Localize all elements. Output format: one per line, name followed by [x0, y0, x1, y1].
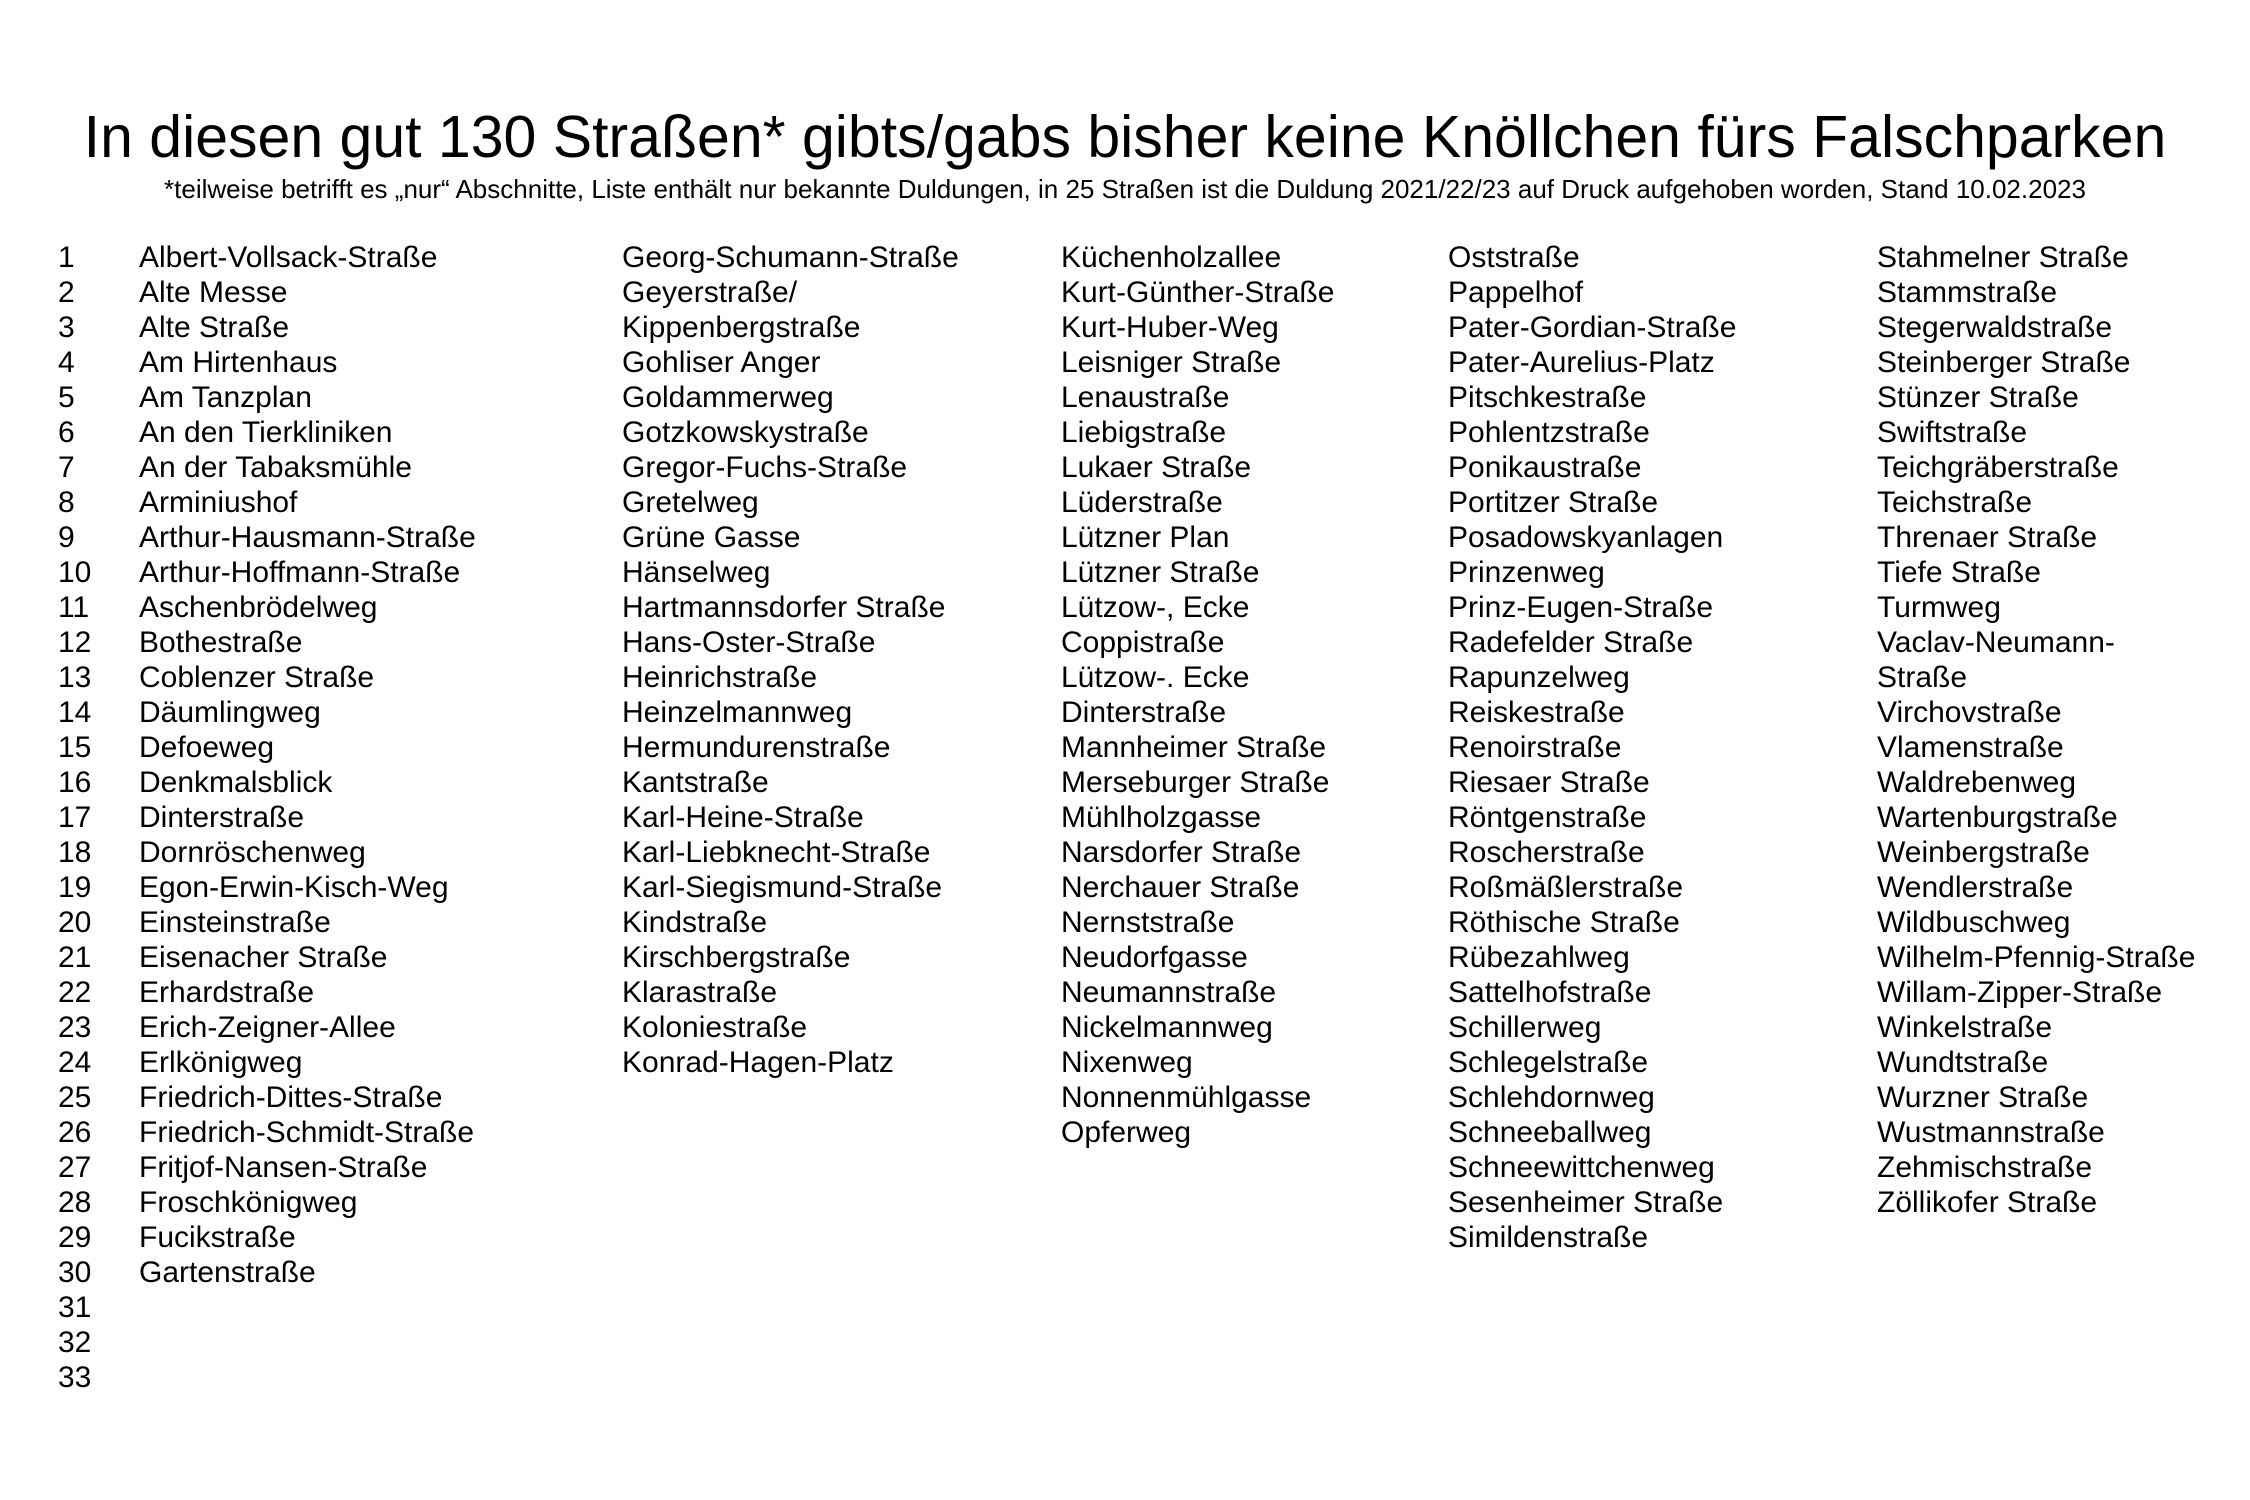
street-name: Opferweg [1061, 1116, 1192, 1149]
street-name: Nerchauer Straße [1061, 871, 1300, 904]
street-name: Kurt-Günther-Straße [1061, 276, 1335, 309]
street-column-1 [139, 240, 476, 1290]
street-name: Wundtstraße [1877, 1046, 2049, 1079]
street-name: An der Tabaksmühle [139, 451, 412, 484]
street-name: Dinterstraße [1061, 696, 1227, 729]
street-name: Wustmannstraße [1877, 1116, 2105, 1149]
row-number: 25 [58, 1081, 92, 1114]
street-name: Karl-Liebknecht-Straße [622, 836, 931, 869]
street-name: Stahmelner Straße [1877, 241, 2129, 274]
street-name: Röthische Straße [1448, 906, 1680, 939]
street-name: Stegerwaldstraße [1877, 311, 2113, 344]
street-name: Pitschkestraße [1448, 381, 1647, 414]
street-name: Däumlingweg [139, 696, 321, 729]
street-column-4 [1448, 240, 1736, 1255]
street-name: Fucikstraße [139, 1221, 296, 1254]
street-name: An den Tierkliniken [139, 416, 393, 449]
row-number: 20 [58, 906, 92, 939]
street-name: Albert-Vollsack-Straße [139, 241, 438, 274]
street-name: Grüne Gasse [622, 521, 801, 554]
street-name: Pohlentzstraße [1448, 416, 1650, 449]
street-name: Schlegelstraße [1448, 1046, 1649, 1079]
row-number: 3 [58, 311, 75, 344]
street-name: Leisniger Straße [1061, 346, 1282, 379]
row-number: 9 [58, 521, 75, 554]
row-number: 26 [58, 1116, 92, 1149]
street-name: Willam-Zipper-Straße [1877, 976, 2163, 1009]
street-name: Teichgräberstraße [1877, 451, 2119, 484]
row-number: 14 [58, 696, 92, 729]
street-name: Alte Straße [139, 311, 290, 344]
street-name: Einsteinstraße [139, 906, 331, 939]
street-name: Zehmischstraße [1877, 1151, 2093, 1184]
row-number: 18 [58, 836, 92, 869]
street-name: Kurt-Huber-Weg [1061, 311, 1279, 344]
street-name: Schlehdornweg [1448, 1081, 1655, 1114]
row-number: 33 [58, 1361, 92, 1394]
street-name: Gregor-Fuchs-Straße [622, 451, 908, 484]
row-number: 1 [58, 241, 75, 274]
street-name: Narsdorfer Straße [1061, 836, 1302, 869]
street-name: Kindstraße [622, 906, 768, 939]
street-name: Riesaer Straße [1448, 766, 1650, 799]
street-name: Lützow-. Ecke [1061, 661, 1250, 694]
street-name: Threnaer Straße [1877, 521, 2098, 554]
row-number: 29 [58, 1221, 92, 1254]
street-name: Schillerweg [1448, 1011, 1602, 1044]
row-number: 28 [58, 1186, 92, 1219]
street-name: Steinberger Straße [1877, 346, 2131, 379]
street-name: Posadowskyanlagen [1448, 521, 1724, 554]
street-name: Vlamenstraße [1877, 731, 2064, 764]
street-name: Portitzer Straße [1448, 486, 1659, 519]
street-column-2 [622, 240, 959, 1080]
row-number: 12 [58, 626, 92, 659]
row-number: 10 [58, 556, 92, 589]
street-name: Nickelmannweg [1061, 1011, 1273, 1044]
street-name: Gartenstraße [139, 1256, 316, 1289]
street-name: Hänselweg [622, 556, 771, 589]
street-name: Arminiushof [139, 486, 298, 519]
row-number: 32 [58, 1326, 92, 1359]
row-number: 2 [58, 276, 75, 309]
street-name: Coppistraße [1061, 626, 1225, 659]
street-name: Turmweg [1877, 591, 2001, 624]
street-name: Arthur-Hoffmann-Straße [139, 556, 461, 589]
street-name: Vaclav-Neumann- [1877, 626, 2115, 659]
row-number: 27 [58, 1151, 92, 1184]
row-number-column [58, 240, 108, 1395]
street-name: Roßmäßlerstraße [1448, 871, 1684, 904]
street-name: Alte Messe [139, 276, 288, 309]
street-name: Neudorfgasse [1061, 941, 1248, 974]
street-name: Zöllikofer Straße [1877, 1186, 2098, 1219]
street-name: Gohliser Anger [622, 346, 821, 379]
street-name: Kippenbergstraße [622, 311, 861, 344]
street-column-3 [1061, 240, 1334, 1150]
street-name: Heinzelmannweg [622, 696, 853, 729]
street-name: Stammstraße [1877, 276, 2058, 309]
row-number: 30 [58, 1256, 92, 1289]
street-name: Pappelhof [1448, 276, 1584, 309]
street-name: Wurzner Straße [1877, 1081, 2089, 1114]
row-number: 22 [58, 976, 92, 1009]
street-name: Pater-Gordian-Straße [1448, 311, 1737, 344]
street-name: Teichstraße [1877, 486, 2033, 519]
street-name: Wilhelm-Pfennig-Straße [1877, 941, 2196, 974]
street-name: Georg-Schumann-Straße [622, 241, 959, 274]
street-name: Lüderstraße [1061, 486, 1223, 519]
row-number: 5 [58, 381, 75, 414]
street-name: Gretelweg [622, 486, 759, 519]
row-number: 21 [58, 941, 92, 974]
row-number: 16 [58, 766, 92, 799]
street-name: Lützner Straße [1061, 556, 1260, 589]
street-name: Mühlholzgasse [1061, 801, 1262, 834]
row-number: 6 [58, 416, 75, 449]
street-name: Hermundurenstraße [622, 731, 891, 764]
street-name: Waldrebenweg [1877, 766, 2076, 799]
row-number: 23 [58, 1011, 92, 1044]
street-name: Küchenholzallee [1061, 241, 1282, 274]
street-name: Oststraße [1448, 241, 1580, 274]
row-number: 13 [58, 661, 92, 694]
street-name: Renoirstraße [1448, 731, 1622, 764]
street-name: Reiskestraße [1448, 696, 1625, 729]
street-name: Koloniestraße [622, 1011, 808, 1044]
street-name: Nixenweg [1061, 1046, 1193, 1079]
street-name: Fritjof-Nansen-Straße [139, 1151, 428, 1184]
street-name: Liebigstraße [1061, 416, 1227, 449]
street-name: Konrad-Hagen-Platz [622, 1046, 894, 1079]
street-name: Erlkönigweg [139, 1046, 303, 1079]
street-name: Ponikaustraße [1448, 451, 1642, 484]
street-name: Stünzer Straße [1877, 381, 2079, 414]
street-name: Am Tanzplan [139, 381, 312, 414]
street-name: Prinzenweg [1448, 556, 1605, 589]
street-name: Friedrich-Schmidt-Straße [139, 1116, 475, 1149]
street-name: Sesenheimer Straße [1448, 1186, 1724, 1219]
street-name: Simildenstraße [1448, 1221, 1649, 1254]
street-name: Wendlerstraße [1877, 871, 2074, 904]
row-number: 11 [58, 591, 90, 624]
row-number: 24 [58, 1046, 92, 1079]
street-name: Neumannstraße [1061, 976, 1277, 1009]
street-name: Goldammerweg [622, 381, 834, 414]
street-name: Rapunzelweg [1448, 661, 1630, 694]
street-name: Egon-Erwin-Kisch-Weg [139, 871, 449, 904]
street-name: Erich-Zeigner-Allee [139, 1011, 396, 1044]
street-name: Lenaustraße [1061, 381, 1230, 414]
street-name: Denkmalsblick [139, 766, 333, 799]
street-name: Virchovstraße [1877, 696, 2062, 729]
street-name: Röntgenstraße [1448, 801, 1647, 834]
street-name: Tiefe Straße [1877, 556, 2041, 589]
street-name: Defoeweg [139, 731, 275, 764]
row-number: 4 [58, 346, 75, 379]
street-name: Bothestraße [139, 626, 303, 659]
street-name: Sattelhofstraße [1448, 976, 1652, 1009]
street-name: Erhardstraße [139, 976, 315, 1009]
street-name: Winkelstraße [1877, 1011, 2053, 1044]
street-name: Swiftstraße [1877, 416, 2028, 449]
street-name: Karl-Heine-Straße [622, 801, 864, 834]
street-name: Radefelder Straße [1448, 626, 1694, 659]
row-number: 8 [58, 486, 75, 519]
row-number: 19 [58, 871, 92, 904]
street-name: Hartmannsdorfer Straße [622, 591, 946, 624]
street-name: Prinz-Eugen-Straße [1448, 591, 1714, 624]
street-name: Lukaer Straße [1061, 451, 1252, 484]
row-number: 15 [58, 731, 92, 764]
page-title: In diesen gut 130 Straßen* gibts/gabs bisher keine Knöllchen fürs Falschparken [83, 104, 2167, 170]
street-name: Straße [1877, 661, 1968, 694]
street-name: Pater-Aurelius-Platz [1448, 346, 1715, 379]
street-name: Coblenzer Straße [139, 661, 375, 694]
street-column-5 [1877, 240, 2195, 1220]
street-name: Aschenbrödelweg [139, 591, 378, 624]
street-name: Lützner Plan [1061, 521, 1230, 554]
street-name: Schneeballweg [1448, 1116, 1652, 1149]
street-name: Weinbergstraße [1877, 836, 2090, 869]
street-name: Wildbuschweg [1877, 906, 2071, 939]
street-name: Wartenburgstraße [1877, 801, 2118, 834]
street-name: Am Hirtenhaus [139, 346, 338, 379]
street-name: Nonnenmühlgasse [1061, 1081, 1312, 1114]
street-name: Kantstraße [622, 766, 769, 799]
street-name: Karl-Siegismund-Straße [622, 871, 943, 904]
page-subtitle: *teilweise betrifft es „nur“ Abschnitte, Liste enthält nur bekannte Duldungen, in 25 Straßen ist die Duldung 2021/22/23 auf Druck aufgehoben worden, Stand 10.02.2023 [164, 174, 2086, 204]
street-name: Geyerstraße/ [622, 276, 798, 309]
street-name: Friedrich-Dittes-Straße [139, 1081, 443, 1114]
row-number: 17 [58, 801, 92, 834]
street-name: Lützow-, Ecke [1061, 591, 1250, 624]
row-number: 7 [58, 451, 75, 484]
street-name: Dornröschenweg [139, 836, 366, 869]
street-name: Kirschbergstraße [622, 941, 851, 974]
street-name: Froschkönigweg [139, 1186, 358, 1219]
street-name: Rübezahlweg [1448, 941, 1630, 974]
street-name: Arthur-Hausmann-Straße [139, 521, 476, 554]
street-name: Heinrichstraße [622, 661, 818, 694]
street-name: Klarastraße [622, 976, 778, 1009]
street-name: Dinterstraße [139, 801, 305, 834]
street-name: Nernststraße [1061, 906, 1235, 939]
street-name: Hans-Oster-Straße [622, 626, 876, 659]
row-number: 31 [58, 1291, 92, 1324]
street-name: Mannheimer Straße [1061, 731, 1327, 764]
street-name: Eisenacher Straße [139, 941, 388, 974]
street-name: Gotzkowskystraße [622, 416, 869, 449]
street-name: Roscherstraße [1448, 836, 1645, 869]
street-name: Schneewittchenweg [1448, 1151, 1715, 1184]
street-name: Merseburger Straße [1061, 766, 1330, 799]
